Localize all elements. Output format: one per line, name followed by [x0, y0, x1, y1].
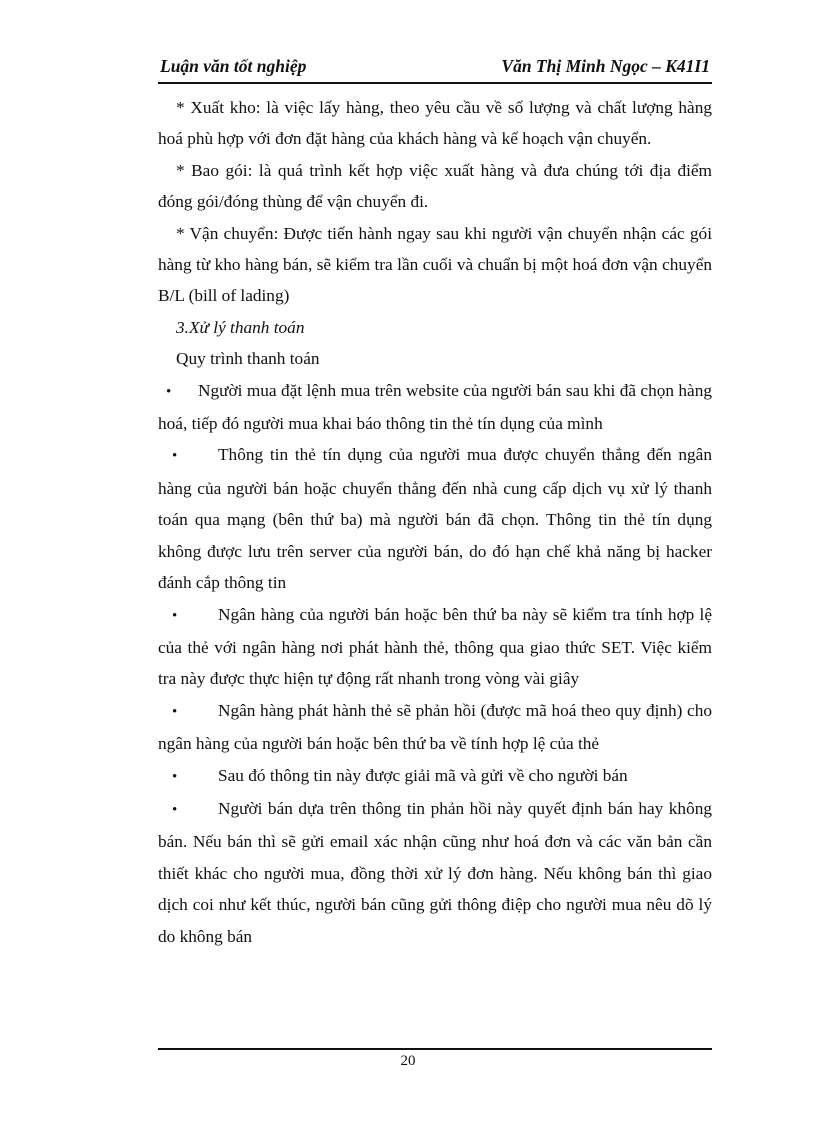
bullet-text: Người bán dựa trên thông tin phản hồi này quyết định bán hay không bán. Nếu bán thì sẽ gửi email xác nhận cũng như hoá đơn và các văn bản cần thiết khác cho người mua, đồng thời xử lý đơn hàng. Nếu không bán thì giao dịch coi như kết thúc, người bán cũng gửi thông điệp cho người mua nêu dõ lý do không bán	[158, 798, 712, 946]
bullet-icon: •	[172, 448, 178, 465]
header-author: Văn Thị Minh Ngọc – K41I1	[501, 56, 710, 76]
bullet-text: Thông tin thẻ tín dụng của người mua được chuyển thẳng đến ngân hàng của người bán hoặc chuyển thẳng đến nhà cung cấp dịch vụ xử lý thanh toán qua mạng (bên thứ ba) mà người bán đã chọn. Thông tin thẻ tín dụng không được lưu trên server của người bán, do đó hạn chế khả năng bị hacker đánh cắp thông tin	[158, 445, 712, 593]
bullet-item	[158, 695, 712, 760]
bullet-icon: •	[172, 801, 178, 818]
footer-divider	[158, 1048, 712, 1050]
paragraph-van-chuyen: * Vận chuyển: Được tiến hành ngay sau khi người vận chuyển nhận các gói hàng từ kho hàng bán, sẽ kiểm tra lần cuối và chuẩn bị một hoá đơn vận chuyển B/L (bill of lading)	[158, 223, 712, 306]
bullet-item	[158, 760, 712, 793]
bullet-text: Người mua đặt lệnh mua trên website của người bán sau khi đã chọn hàng hoá, tiếp đó người mua khai báo thông tin thẻ tín dụng của mình	[158, 380, 712, 434]
bullet-text: Ngân hàng phát hành thẻ sẽ phản hồi (được mã hoá theo quy định) cho ngân hàng của người bán hoặc bên thứ ba về tính hợp lệ của thẻ	[158, 700, 712, 754]
page-header	[158, 54, 712, 84]
bullet-item	[158, 599, 712, 695]
bullet-icon: •	[166, 383, 172, 400]
bullet-item	[158, 793, 712, 952]
bullet-icon: •	[172, 703, 178, 720]
page-number: 20	[400, 1053, 416, 1069]
bullet-icon: •	[172, 768, 178, 785]
bullet-text: Ngân hàng của người bán hoặc bên thứ ba này sẽ kiểm tra tính hợp lệ của thẻ với ngân hàng nơi phát hành thẻ, thông qua giao thức SET. Việc kiểm tra này được thực hiện tự động rất nhanh trong vòng vài giây	[158, 604, 712, 689]
paragraph-bao-goi: * Bao gói: là quá trình kết hợp việc xuất hàng và đưa chúng tới địa điểm đóng gói/đóng thùng để vận chuyển đi.	[158, 160, 712, 212]
bullet-item	[158, 375, 712, 440]
bullet-icon: •	[172, 607, 178, 624]
header-thesis-title: Luận văn tốt nghiệp	[160, 56, 307, 76]
bullet-item	[158, 439, 712, 598]
bullet-text: Sau đó thông tin này được giải mã và gửi về cho người bán	[218, 765, 628, 785]
page-body	[158, 92, 712, 952]
section-title: 3.Xử lý thanh toán	[176, 317, 305, 337]
subsection-title: Quy trình thanh toán	[176, 349, 320, 369]
paragraph-xuat-kho: * Xuất kho: là việc lấy hàng, theo yêu cầu về số lượng và chất lượng hàng hoá phù hợp với đơn đặt hàng của khách hàng và kế hoạch vận chuyển.	[158, 98, 712, 149]
